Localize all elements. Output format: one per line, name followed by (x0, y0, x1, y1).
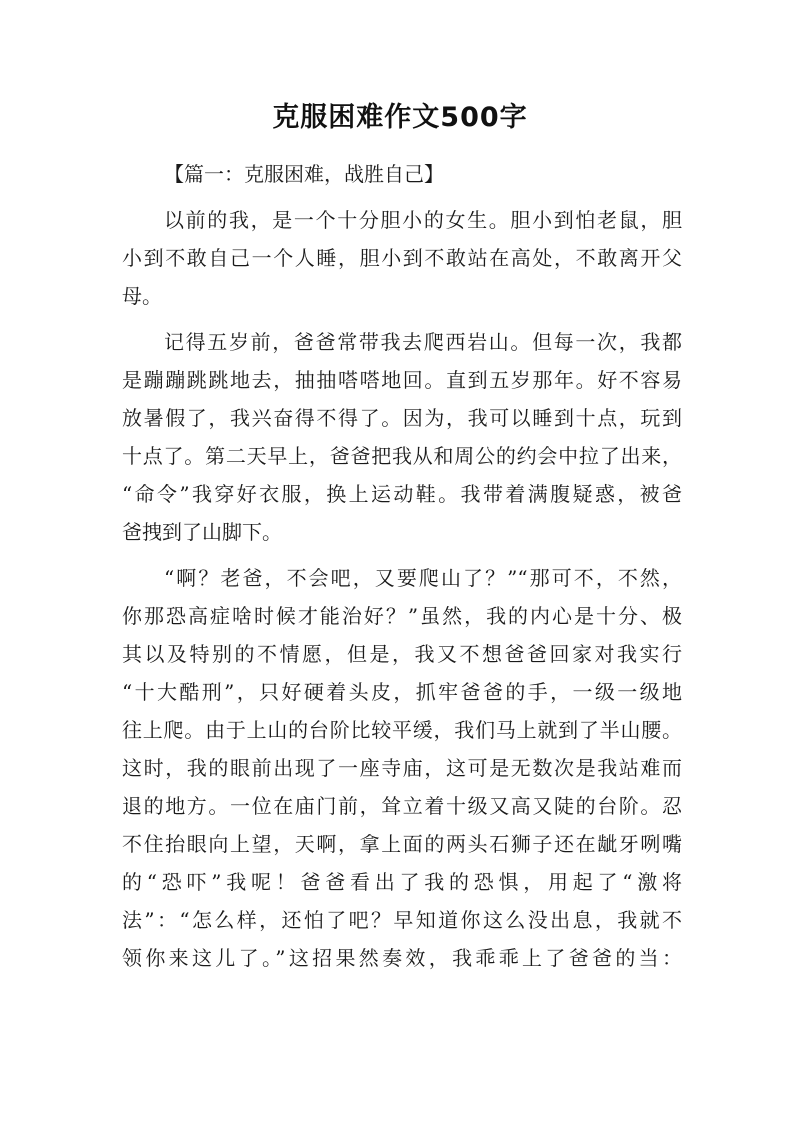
paragraph-line: 十点了。第二天早上，爸爸把我从和周公的约会中拉了出来， (122, 444, 682, 468)
paragraph-line: 小到不敢自己一个人睡，胆小到不敢站在高处，不敢离开父 (122, 246, 682, 270)
paragraph-line: 是蹦蹦跳跳地去，抽抽嗒嗒地回。直到五岁那年。好不容易 (122, 368, 682, 392)
paragraph-line: 你那恐高症啥时候才能治好？”虽然，我的内心是十分、极 (122, 604, 682, 628)
paragraph-line: 爸拽到了山脚下。 (122, 520, 282, 544)
paragraph-line: 不住抬眼向上望，天啊，拿上面的两头石狮子还在龇牙咧嘴 (122, 832, 682, 856)
paragraph-line: 领你来这儿了。”这招果然奏效，我乖乖上了爸爸的当： (122, 946, 682, 970)
paragraph-line: “啊？老爸，不会吧，又要爬山了？”“那可不，不然， (164, 566, 682, 590)
paragraph-line: 退的地方。一位在庙门前，耸立着十级又高又陡的台阶。忍 (122, 794, 682, 818)
paragraph-line: “命令”我穿好衣服，换上运动鞋。我带着满腹疑惑，被爸 (122, 482, 682, 506)
paragraph-line: 记得五岁前，爸爸常带我去爬西岩山。但每一次，我都 (164, 330, 682, 354)
document-title: 克服困难作文500字 (272, 102, 528, 133)
paragraph-line: 母。 (122, 284, 162, 308)
paragraph-line: 的“恐吓”我呢！爸爸看出了我的恐惧，用起了“激将 (122, 870, 682, 894)
paragraph-line: 法”：“怎么样，还怕了吧？早知道你这么没出息，我就不 (122, 908, 682, 932)
paragraph-line: 这时，我的眼前出现了一座寺庙，这可是无数次是我站难而 (122, 756, 682, 780)
paragraph-line: 以前的我，是一个十分胆小的女生。胆小到怕老鼠，胆 (164, 208, 682, 232)
section-heading: 【篇一：克服困难，战胜自己】 (164, 162, 444, 186)
document-body (122, 155, 682, 977)
paragraph-line: “十大酷刑”，只好硬着头皮，抓牢爸爸的手，一级一级地 (122, 680, 682, 704)
paragraph-line: 其以及特别的不情愿，但是，我又不想爸爸回家对我实行 (122, 642, 682, 666)
paragraph-line: 往上爬。由于上山的台阶比较平缓，我们马上就到了半山腰。 (122, 718, 682, 742)
paragraph-line: 放暑假了，我兴奋得不得了。因为，我可以睡到十点，玩到 (122, 406, 682, 430)
